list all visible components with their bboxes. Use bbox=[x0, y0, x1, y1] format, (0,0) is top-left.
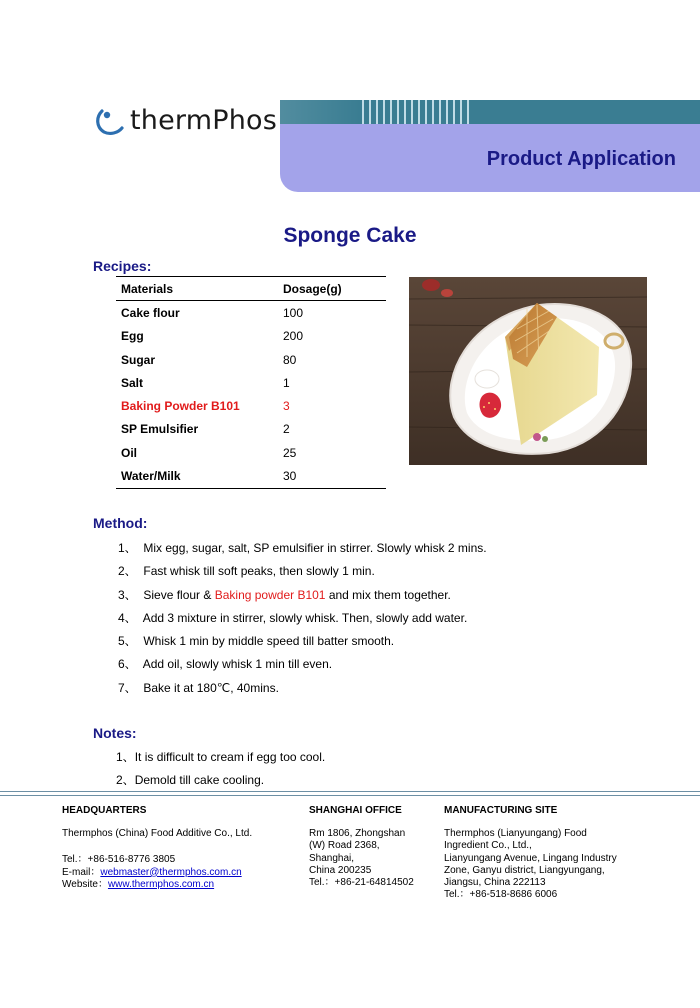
step-number: 7、 bbox=[118, 680, 137, 695]
step-text: Add 3 mixture in stirrer, slowly whisk. Then, slowly add water. bbox=[142, 610, 468, 625]
note-number: 2、 bbox=[116, 773, 135, 788]
table-header-row bbox=[116, 277, 386, 301]
address-line: Zone, Ganyu district, Liangyungang, bbox=[444, 864, 605, 876]
dosage-cell: 200 bbox=[283, 329, 304, 344]
table-row bbox=[116, 464, 386, 488]
method-steps bbox=[118, 541, 658, 704]
material-cell: SP Emulsifier bbox=[121, 422, 199, 437]
note-text: Demold till cake cooling. bbox=[134, 773, 265, 788]
recipes-heading: Recipes: bbox=[93, 258, 152, 274]
table-row bbox=[116, 441, 386, 464]
address-line: Tel.：+86-21-64814502 bbox=[309, 877, 414, 889]
step-text: Mix egg, sugar, salt, SP emulsifier in stirrer. Slowly whisk 2 mins. bbox=[143, 541, 487, 555]
step-text: Whisk 1 min by middle speed till batter smooth. bbox=[143, 634, 395, 649]
notes-list bbox=[116, 750, 656, 797]
material-cell: Water/Milk bbox=[121, 469, 181, 484]
step-text: Bake it at 180℃, 40mins. bbox=[143, 680, 279, 695]
table-row bbox=[116, 371, 386, 394]
step-text: and mix them together. bbox=[325, 587, 451, 602]
material-cell: Sugar bbox=[121, 352, 156, 367]
address-line: Jiangsu, China 222113 bbox=[444, 877, 546, 889]
page-title: Sponge Cake bbox=[283, 224, 417, 247]
list-item bbox=[118, 588, 658, 611]
table-row bbox=[116, 418, 386, 441]
step-number: 5、 bbox=[118, 634, 137, 649]
address-line: (W) Road 2368, bbox=[309, 840, 380, 852]
banner-stripe bbox=[280, 100, 700, 124]
footer-heading: MANUFACTURING SITE bbox=[444, 805, 558, 816]
recipe-table bbox=[116, 276, 386, 489]
material-cell: Oil bbox=[121, 445, 138, 460]
dosage-cell: 25 bbox=[283, 445, 297, 460]
dosage-cell: 3 bbox=[283, 399, 290, 414]
hq-website-label: Website： bbox=[62, 878, 108, 890]
method-heading: Method: bbox=[93, 515, 148, 531]
material-cell: Baking Powder B101 bbox=[121, 399, 240, 414]
step-number: 4、 bbox=[118, 610, 137, 625]
step-highlight: Baking powder B101 bbox=[214, 587, 326, 602]
step-text: Sieve flour & bbox=[143, 587, 215, 602]
hq-website-link[interactable]: www.thermphos.com.cn bbox=[107, 878, 215, 890]
column-header-dosage: Dosage(g) bbox=[283, 281, 342, 296]
list-item bbox=[116, 773, 656, 796]
note-number: 1、 bbox=[116, 750, 135, 764]
footer-manufacturing-site bbox=[444, 805, 674, 901]
footer-divider bbox=[0, 791, 700, 792]
table-row bbox=[116, 348, 386, 371]
dosage-cell: 1 bbox=[283, 375, 290, 390]
step-number: 2、 bbox=[118, 564, 137, 579]
address-line: Shanghai, bbox=[309, 852, 355, 864]
footer-heading: HEADQUARTERS bbox=[62, 805, 147, 816]
footer-heading: SHANGHAI OFFICE bbox=[309, 805, 402, 816]
hq-website-line bbox=[62, 879, 302, 891]
hq-tel: Tel.：+86-516-8776 3805 bbox=[62, 854, 176, 866]
table-row-highlight bbox=[116, 394, 386, 417]
banner-title: Product Application bbox=[486, 148, 676, 170]
step-number: 6、 bbox=[118, 657, 137, 672]
brand-name: thermPhos bbox=[130, 104, 278, 136]
list-item bbox=[118, 541, 658, 564]
address-line: China 200235 bbox=[309, 864, 372, 876]
note-text: It is difficult to cream if egg too cool. bbox=[134, 750, 326, 764]
sponge-cake-photo bbox=[409, 277, 647, 465]
hq-email-line bbox=[62, 867, 302, 879]
list-item bbox=[118, 564, 658, 587]
footer-shanghai-office bbox=[309, 805, 439, 889]
hq-email-link[interactable]: webmaster@thermphos.com.cn bbox=[100, 866, 242, 878]
step-number: 1、 bbox=[118, 541, 137, 555]
address-line: Rm 1806, Zhongshan bbox=[309, 828, 406, 840]
table-row bbox=[116, 301, 386, 325]
dosage-cell: 80 bbox=[283, 352, 297, 367]
material-cell: Cake flour bbox=[121, 305, 180, 320]
address-line: Thermphos (Lianyungang) Food bbox=[444, 828, 587, 840]
address-line: Lianyungang Avenue, Lingang Industry bbox=[444, 852, 617, 864]
notes-heading: Notes: bbox=[93, 725, 137, 741]
address-line: Ingredient Co., Ltd., bbox=[444, 840, 532, 852]
list-item bbox=[118, 634, 658, 657]
list-item bbox=[116, 750, 656, 773]
dosage-cell: 100 bbox=[283, 305, 304, 320]
step-text: Add oil, slowly whisk 1 min till even. bbox=[142, 657, 333, 672]
material-cell: Salt bbox=[121, 375, 144, 390]
footer-headquarters bbox=[62, 805, 302, 891]
list-item bbox=[118, 681, 658, 704]
brand-logo bbox=[94, 100, 277, 140]
list-item bbox=[118, 657, 658, 680]
hq-email-label: E-mail： bbox=[62, 866, 101, 878]
dosage-cell: 2 bbox=[283, 422, 290, 437]
hq-company: Thermphos (China) Food Additive Co., Ltd. bbox=[62, 828, 253, 840]
step-text: Fast whisk till soft peaks, then slowly 1 min. bbox=[143, 564, 375, 579]
table-row bbox=[116, 325, 386, 348]
list-item bbox=[118, 611, 658, 634]
address-line: Tel.：+86-518-8686 6006 bbox=[444, 889, 558, 901]
material-cell: Egg bbox=[121, 329, 144, 344]
thermphos-logo-icon bbox=[94, 103, 124, 137]
column-header-materials: Materials bbox=[121, 281, 174, 296]
dosage-cell: 30 bbox=[283, 469, 297, 484]
step-number: 3、 bbox=[118, 587, 137, 602]
footer-divider bbox=[0, 795, 700, 796]
